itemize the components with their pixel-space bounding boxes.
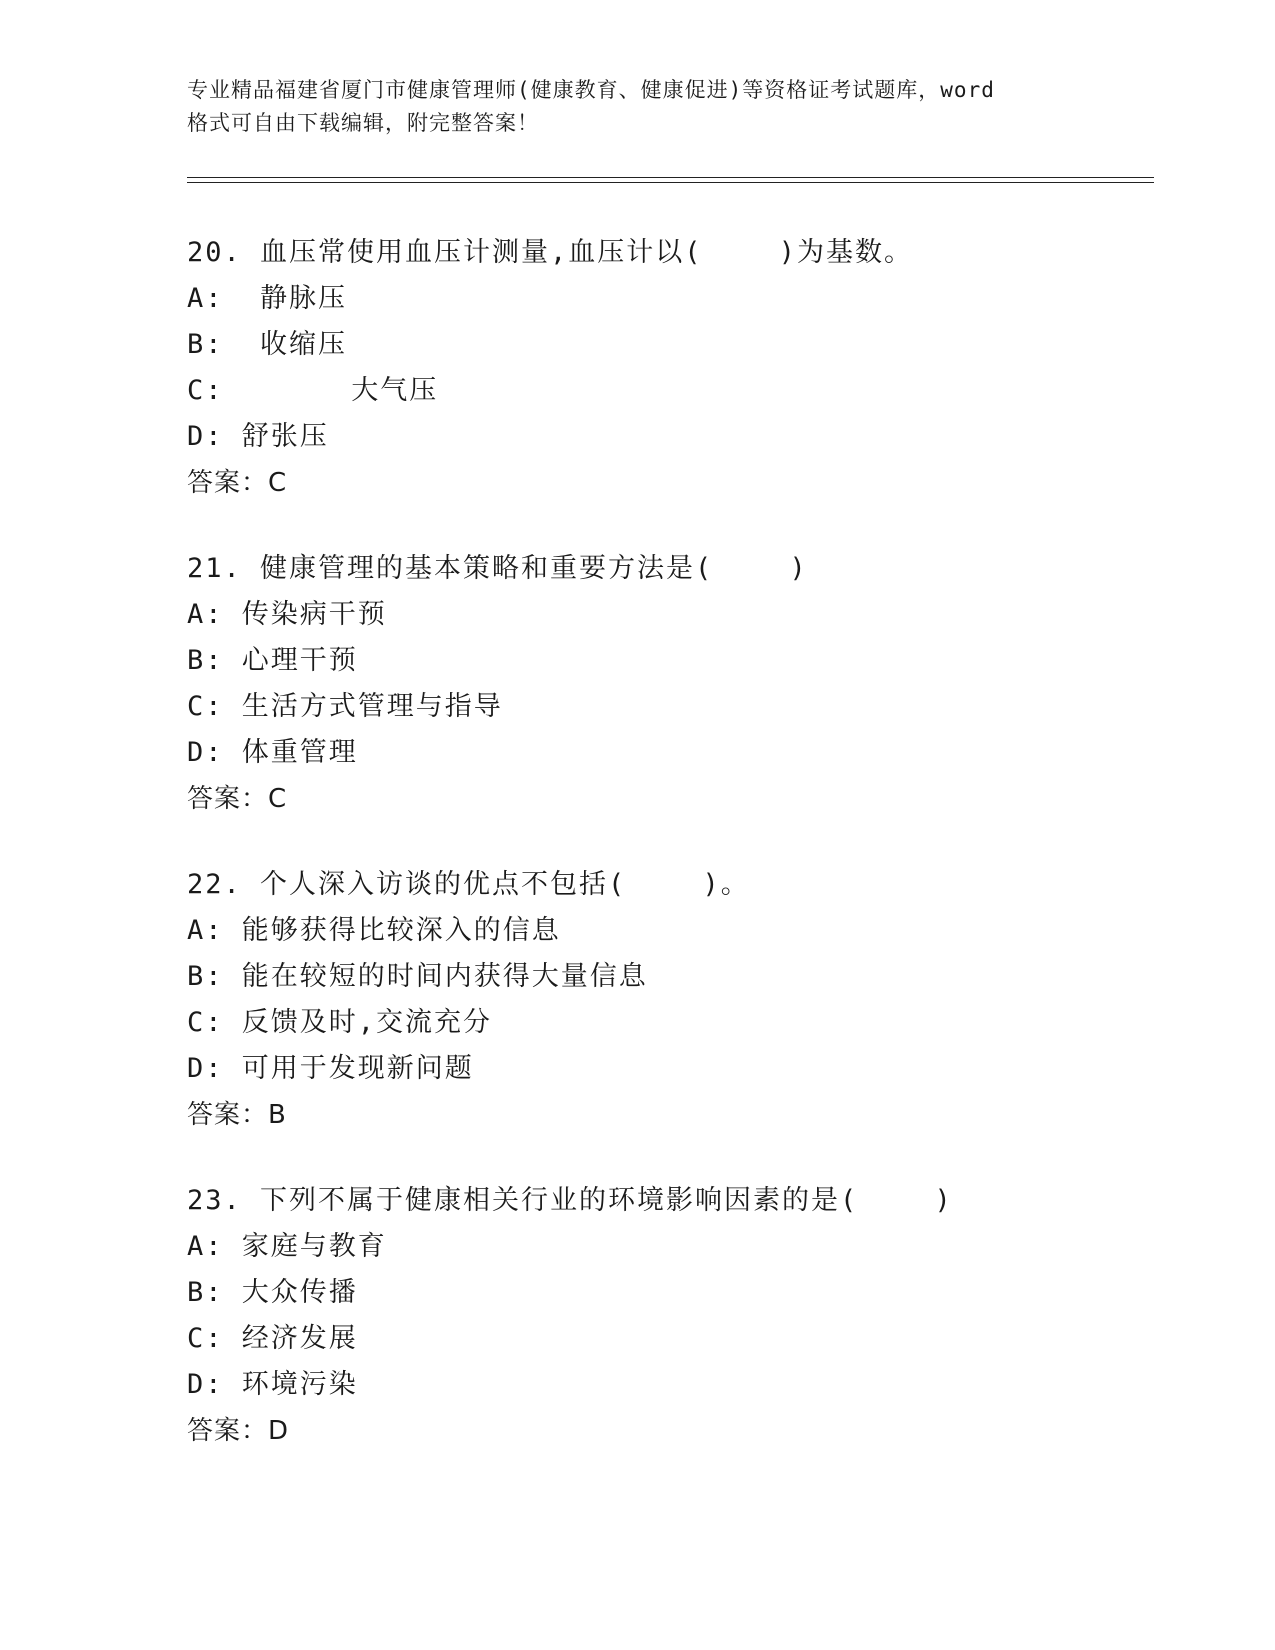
option-d: D: 可用于发现新问题 [187,1053,474,1084]
question-20 [187,230,1147,506]
option-a: A: 静脉压 [187,283,348,314]
header-divider-top [187,177,1154,178]
option-d: D: 体重管理 [187,737,358,768]
answer: 答案：D [187,1416,290,1446]
option-b: B: 收缩压 [187,329,348,360]
document-header [187,74,1087,140]
question-stem: 20. 血压常使用血压计测量,血压计以( )为基数。 [187,237,914,268]
header-divider-bottom [187,182,1154,183]
question-22 [187,862,1147,1138]
option-b: B: 大众传播 [187,1277,358,1308]
question-stem: 21. 健康管理的基本策略和重要方法是( ) [187,553,808,584]
header-line-2: 格式可自由下载编辑，附完整答案！ [187,111,539,135]
option-c: C: 反馈及时,交流充分 [187,1007,493,1038]
header-line-1: 专业精品福建省厦门市健康管理师(健康教育、健康促进)等资格证考试题库，word [187,78,995,102]
option-c: C: 大气压 [187,375,439,406]
option-d: D: 环境污染 [187,1369,358,1400]
option-a: A: 能够获得比较深入的信息 [187,915,561,946]
question-stem: 23. 下列不属于健康相关行业的环境影响因素的是( ) [187,1185,953,1216]
option-b: B: 心理干预 [187,645,358,676]
option-d: D: 舒张压 [187,421,329,452]
option-b: B: 能在较短的时间内获得大量信息 [187,961,648,992]
question-stem: 22. 个人深入访谈的优点不包括( )。 [187,869,750,900]
question-21 [187,546,1147,822]
option-c: C: 经济发展 [187,1323,358,1354]
answer: 答案：C [187,784,288,814]
option-a: A: 传染病干预 [187,599,387,630]
answer: 答案：C [187,468,288,498]
option-a: A: 家庭与教育 [187,1231,387,1262]
answer: 答案：B [187,1100,287,1130]
question-23 [187,1178,1147,1454]
option-c: C: 生活方式管理与指导 [187,691,503,722]
